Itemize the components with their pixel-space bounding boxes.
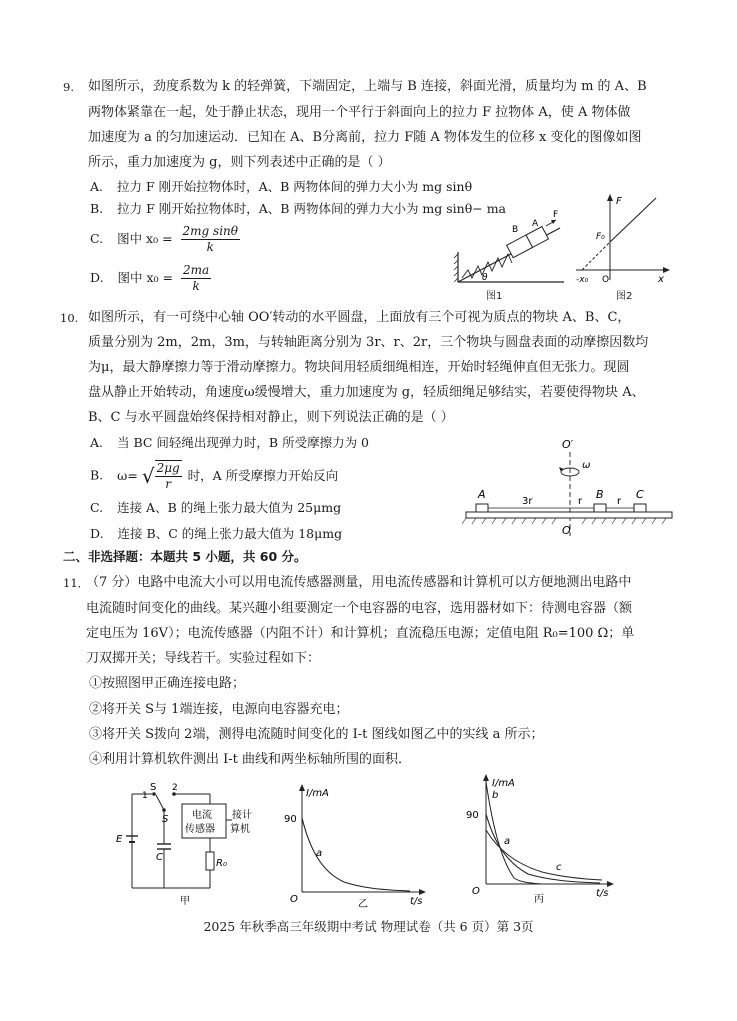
q11-it-graph-yi — [282, 780, 430, 908]
q10-option-b[interactable] — [90, 460, 338, 492]
option-post: 时，A 所受摩擦力开始反向 — [187, 467, 339, 483]
q11-step-4: ④利用计算机软件测出 I-t 曲线和两坐标轴所围的面积． — [89, 752, 412, 767]
option-label: A. — [90, 435, 104, 450]
option-pre: ω= — [117, 467, 138, 483]
bing-y-axis-label: I/mA — [492, 778, 515, 789]
q10-option-a[interactable] — [90, 434, 369, 452]
computer-label-line1: 接计 — [232, 810, 252, 821]
q9-option-d[interactable] — [90, 263, 211, 294]
fraction-numerator: 2mg sinθ — [182, 224, 239, 238]
q9-line-3: 加速度为 a 的匀加速运动．已知在 A、B分离前，拉力 F随 A 物体发生的位移 x 变化的图像如图 — [88, 130, 642, 145]
option-label: B. — [90, 201, 104, 216]
fig2-x0-label: -x₀ — [576, 275, 589, 285]
option-label: D. — [90, 270, 104, 285]
figure-yi-caption: 乙 — [358, 899, 368, 908]
yi-x-axis-label: t/s — [410, 896, 423, 907]
fraction-denominator: r — [165, 477, 171, 491]
q11-step-2: ②将开关 S与 1端连接，电源向电容器充电； — [89, 702, 349, 717]
fig-o-prime-label: O′ — [562, 438, 574, 451]
switch-s-label: S — [150, 782, 157, 793]
yi-curve-a-label: a — [316, 848, 323, 859]
option-text: 拉力 F 刚开始拉物体时，A、B 两物体间的弹力大小为 mg sinθ− ma — [117, 201, 507, 216]
q10-line-4: 盘从静止开始转动，角速度ω缓慢增大，重力加速度为 g，轻质细绳足够结实，若要使得物块 A、 — [88, 385, 645, 400]
bing-90-label: 90 — [466, 810, 479, 821]
q9-line-1: 如图所示，劲度系数为 k 的轻弹簧，下端固定，上端与 B 连接，斜面光滑，质量均为 m 的 A、B — [88, 79, 647, 94]
q10-disk-figure — [462, 436, 676, 540]
bing-curve-a-label: a — [504, 836, 511, 847]
q10-option-c[interactable] — [90, 499, 341, 517]
q9-option-c[interactable] — [90, 224, 240, 255]
resistor-r0-label: R₀ — [216, 858, 227, 869]
fraction — [181, 263, 211, 294]
q10-line-1: 如图所示，有一可绕中心轴 OO′转动的水平圆盘，上面放有三个可视为质点的物块 A、B、C， — [88, 310, 631, 325]
fraction-numerator: 2ma — [183, 263, 210, 277]
fig2-f-axis-label: F — [616, 196, 622, 207]
figure-bing-caption: 丙 — [534, 894, 544, 905]
option-label: D. — [90, 526, 104, 541]
q9-figure-1-caption: 图1 — [486, 291, 503, 302]
fig2-f0-label: F₀ — [596, 232, 605, 242]
q11-step-3: ③将开关 S拨向 2端，测得电流随时间变化的 I-t 图线如图乙中的实线 a 所示； — [89, 727, 544, 742]
q10-line-3: 为μ，最大静摩擦力等于滑动摩擦力。物块间用轻质细绳相连，开始时轻绳伸直但无张力。现圆 — [88, 360, 630, 375]
figure-jia-caption: 甲 — [180, 896, 190, 906]
q10-line-2: 质量分别为 2m，2m，3m，与转轴距离分别为 3r、r、2r，三个物块与圆盘表面的动摩擦因数均 — [88, 335, 649, 350]
option-label: B. — [90, 467, 104, 483]
q9-figure-1-incline — [452, 208, 572, 300]
option-pre: 图中 x₀ = — [117, 231, 173, 246]
computer-label-line2: 算机 — [230, 824, 250, 835]
bing-origin-label: O — [472, 886, 480, 897]
fraction-numerator: 2μg — [156, 461, 180, 475]
fig-dist-r2-label: r — [617, 496, 622, 507]
q9-figure-2-caption: 图2 — [616, 291, 633, 302]
bing-curve-b-label: b — [492, 790, 499, 801]
source-e-label: E — [116, 834, 123, 845]
fig-dist-r1-label: r — [578, 496, 583, 507]
q9-figure-2-graph — [572, 192, 672, 288]
bing-x-axis-label: t/s — [596, 888, 609, 899]
sensor-label-line1: 电流 — [192, 810, 212, 821]
question-number-9: 9. — [63, 80, 74, 94]
option-pre: 图中 x₀ = — [117, 270, 174, 285]
sensor-label-line2: 传感器 — [185, 824, 215, 835]
fig1-a-label: A — [532, 219, 539, 229]
fig-o-label: O — [562, 524, 571, 537]
q11-circuit-figure — [112, 782, 272, 906]
yi-origin-label: O — [290, 894, 298, 905]
fraction-denominator: k — [206, 240, 214, 254]
question-number-10: 10. — [60, 311, 79, 325]
option-label: C. — [90, 500, 104, 515]
yi-y-axis-label: I/mA — [306, 788, 329, 799]
fig1-theta-label: θ — [482, 273, 488, 283]
fig-b-label: B — [596, 488, 604, 501]
option-text: 拉力 F 刚开始拉物体时，A、B 两物体间的弹力大小为 mg sinθ — [117, 179, 473, 194]
q10-option-d[interactable] — [90, 525, 342, 543]
switch-s-lower-label: S — [162, 814, 169, 825]
fig2-origin-label: O — [602, 275, 610, 285]
q9-line-2: 两物体紧靠在一起，处于静止状态，现用一个平行于斜面向上的拉力 F 拉物体 A，使 A 物体做 — [88, 105, 631, 120]
option-text: 连接 A、B 的绳上张力最大值为 25μmg — [117, 500, 342, 515]
fig-omega-label: ω — [582, 460, 591, 471]
q9-option-b[interactable] — [90, 200, 506, 218]
q11-step-1: ①按照图甲正确连接电路； — [89, 676, 246, 691]
page-footer: 2025 年秋季高三年级期中考试 物理试卷（共 6 页）第 3页 — [203, 919, 534, 934]
q9-line-4: 所示，重力加速度为 g，则下列表述中正确的是（ ） — [88, 155, 391, 170]
terminal-1-label: 1 — [142, 791, 148, 801]
fraction-denominator: k — [192, 279, 200, 293]
sqrt-sign: √ — [141, 464, 155, 488]
q9-option-a[interactable] — [90, 178, 472, 196]
section-2-heading: 二、非选择题：本题共 5 小题，共 60 分。 — [63, 549, 307, 564]
option-label: C. — [90, 231, 104, 246]
fig2-x-axis-label: x — [658, 274, 664, 285]
option-text: 连接 B、C 的绳上张力最大值为 18μmg — [117, 526, 343, 541]
fig-a-label: A — [478, 488, 486, 501]
q11-line-1: （7 分）电路中电流大小可以用电流传感器测量，用电流传感器和计算机可以方便地测出电路中 — [86, 575, 632, 590]
option-label: A. — [90, 179, 104, 194]
option-text: 当 BC 间轻绳出现弹力时，B 所受摩擦力为 0 — [117, 435, 370, 450]
capacitor-c-label: C — [156, 852, 163, 863]
yi-90-label: 90 — [284, 814, 297, 825]
q11-line-3: 定电压为 16V）；电流传感器（内阻不计）和计算机；直流稳压电源；定值电阻 R₀=100 Ω；单 — [86, 626, 635, 641]
fig-c-label: C — [636, 488, 644, 501]
q11-line-4: 刀双掷开关；导线若干。实验过程如下： — [86, 651, 321, 666]
fraction — [181, 224, 240, 255]
q11-it-graph-bing — [462, 770, 620, 906]
terminal-2-label: 2 — [172, 783, 178, 793]
question-number-11: 11． — [63, 576, 90, 590]
fig1-f-label: F — [553, 210, 559, 220]
fraction — [155, 460, 182, 492]
q11-line-2: 电流随时间变化的曲线。某兴趣小组要测定一个电容器的电容，选用器材如下：待测电容器（额 — [86, 601, 633, 616]
fig-dist-3r-label: 3r — [522, 496, 533, 507]
fig1-b-label: B — [512, 225, 519, 235]
bing-curve-c-label: c — [556, 862, 562, 873]
q10-line-5: B、C 与水平圆盘始终保持相对静止，则下列说法正确的是（ ） — [88, 410, 454, 425]
